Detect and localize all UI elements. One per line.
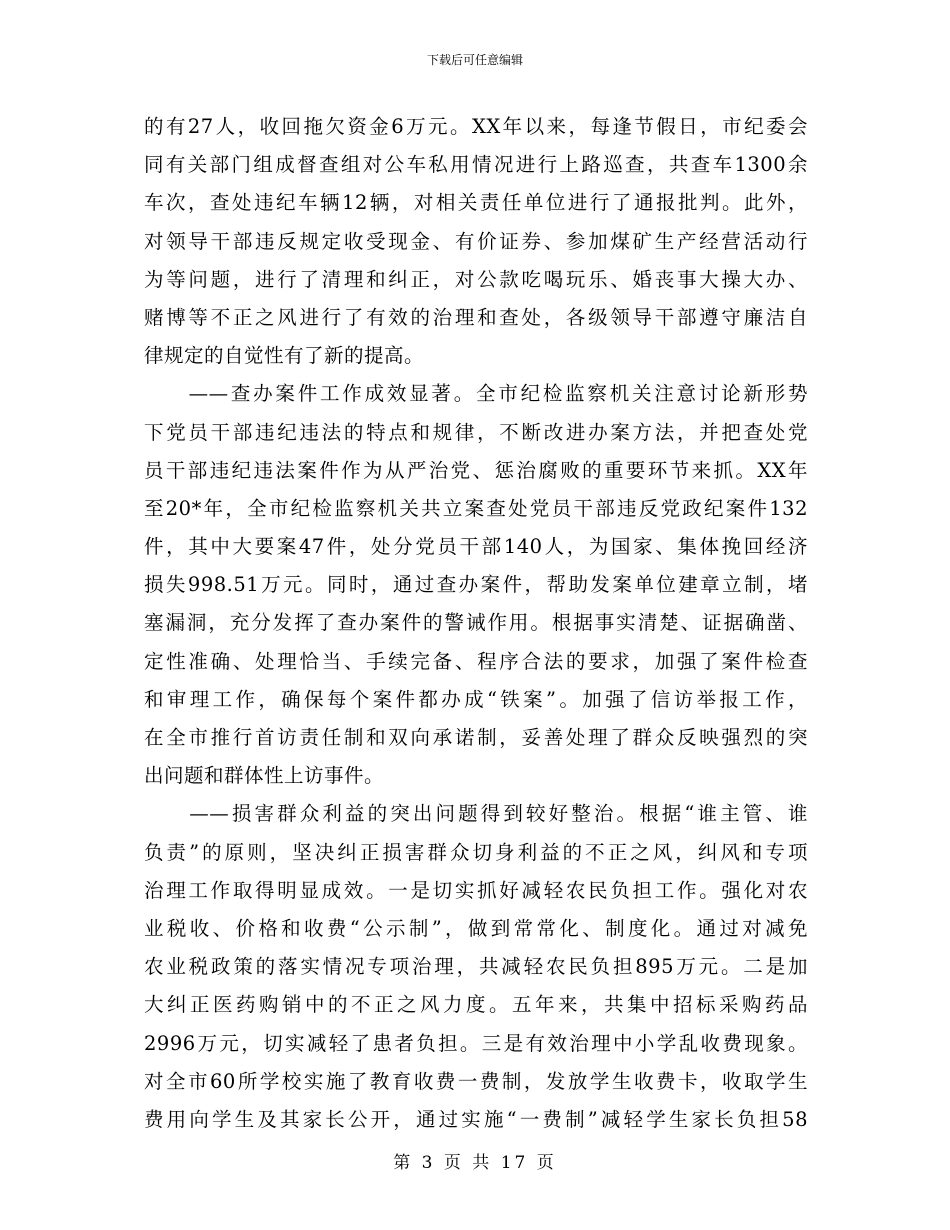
- paragraph-1: [144, 108, 808, 375]
- paragraph-3: [144, 795, 808, 1139]
- text-line: 对领导干部违反规定收受现金、有价证券、参加煤矿生产经营活动行: [144, 229, 808, 253]
- text-line: 出问题和群体性上访事件。: [144, 764, 385, 788]
- text-line: 件，其中大要案47件，处分党员干部140人，为国家、集体挽回经济: [144, 535, 808, 559]
- text-line: 2996万元，切实减轻了患者负担。三是有效治理中小学乱收费现象。: [144, 1031, 808, 1055]
- text-line: 损失998.51万元。同时，通过查办案件，帮助发案单位建章立制，堵: [144, 573, 808, 597]
- text-line: 的有27人，收回拖欠资金6万元。XX年以来，每逢节假日，市纪委会: [144, 115, 808, 138]
- paragraph-2: [144, 375, 808, 795]
- text-line: ——查办案件工作成效显著。全市纪检监察机关注意讨论新形势: [144, 382, 808, 406]
- text-line: 业税收、价格和收费“公示制”，做到常常化、制度化。通过对减免: [144, 916, 808, 940]
- document-body: [144, 108, 808, 1139]
- text-line: 员干部违纪违法案件作为从严治党、惩治腐败的重要环节来抓。XX年: [144, 458, 808, 482]
- text-line: 负责”的原则，坚决纠正损害群众切身利益的不正之风，纠风和专项: [144, 840, 808, 864]
- text-line: 塞漏洞，充分发挥了查办案件的警诫作用。根据事实清楚、证据确凿、: [144, 611, 808, 635]
- text-line: 赌博等不正之风进行了有效的治理和查处，各级领导干部遵守廉洁自: [144, 305, 808, 329]
- text-line: 费用向学生及其家长公开，通过实施“一费制”减轻学生家长负担58: [144, 1107, 808, 1131]
- text-line: 律规定的自觉性有了新的提高。: [144, 344, 425, 368]
- text-line: 治理工作取得明显成效。一是切实抓好减轻农民负担工作。强化对农: [144, 878, 808, 902]
- page-header: 下载后可任意编辑: [426, 53, 523, 67]
- text-line: 至20*年，全市纪检监察机关共立案查处党员干部违反党政纪案件132: [144, 496, 808, 520]
- text-line: 大纠正医药购销中的不正之风力度。五年来，共集中招标采购药品: [144, 993, 808, 1017]
- text-line: 在全市推行首访责任制和双向承诺制，妥善处理了群众反映强烈的突: [144, 726, 808, 749]
- text-line: 下党员干部违纪违法的特点和规律，不断改进办案方法，并把查处党: [144, 420, 808, 444]
- text-line: ——损害群众利益的突出问题得到较好整治。根据“谁主管、谁: [144, 802, 808, 826]
- text-line: 车次，查处违纪车辆12辆，对相关责任单位进行了通报批判。此外，: [144, 191, 808, 215]
- text-line: 和审理工作，确保每个案件都办成“铁案”。加强了信访举报工作，: [144, 687, 808, 711]
- page-number-footer: 第 3 页 共 17 页: [393, 1153, 557, 1173]
- text-line: 同有关部门组成督查组对公车私用情况进行上路巡查，共查车1300余: [144, 153, 808, 177]
- text-line: 对全市60所学校实施了教育收费一费制，发放学生收费卡，收取学生: [144, 1069, 808, 1093]
- text-line: 为等问题，进行了清理和纠正，对公款吃喝玩乐、婚丧事大操大办、: [144, 267, 808, 291]
- text-line: 定性准确、处理恰当、手续完备、程序合法的要求，加强了案件检查: [144, 649, 808, 673]
- text-line: 农业税政策的落实情况专项治理，共减轻农民负担895万元。二是加: [144, 955, 808, 979]
